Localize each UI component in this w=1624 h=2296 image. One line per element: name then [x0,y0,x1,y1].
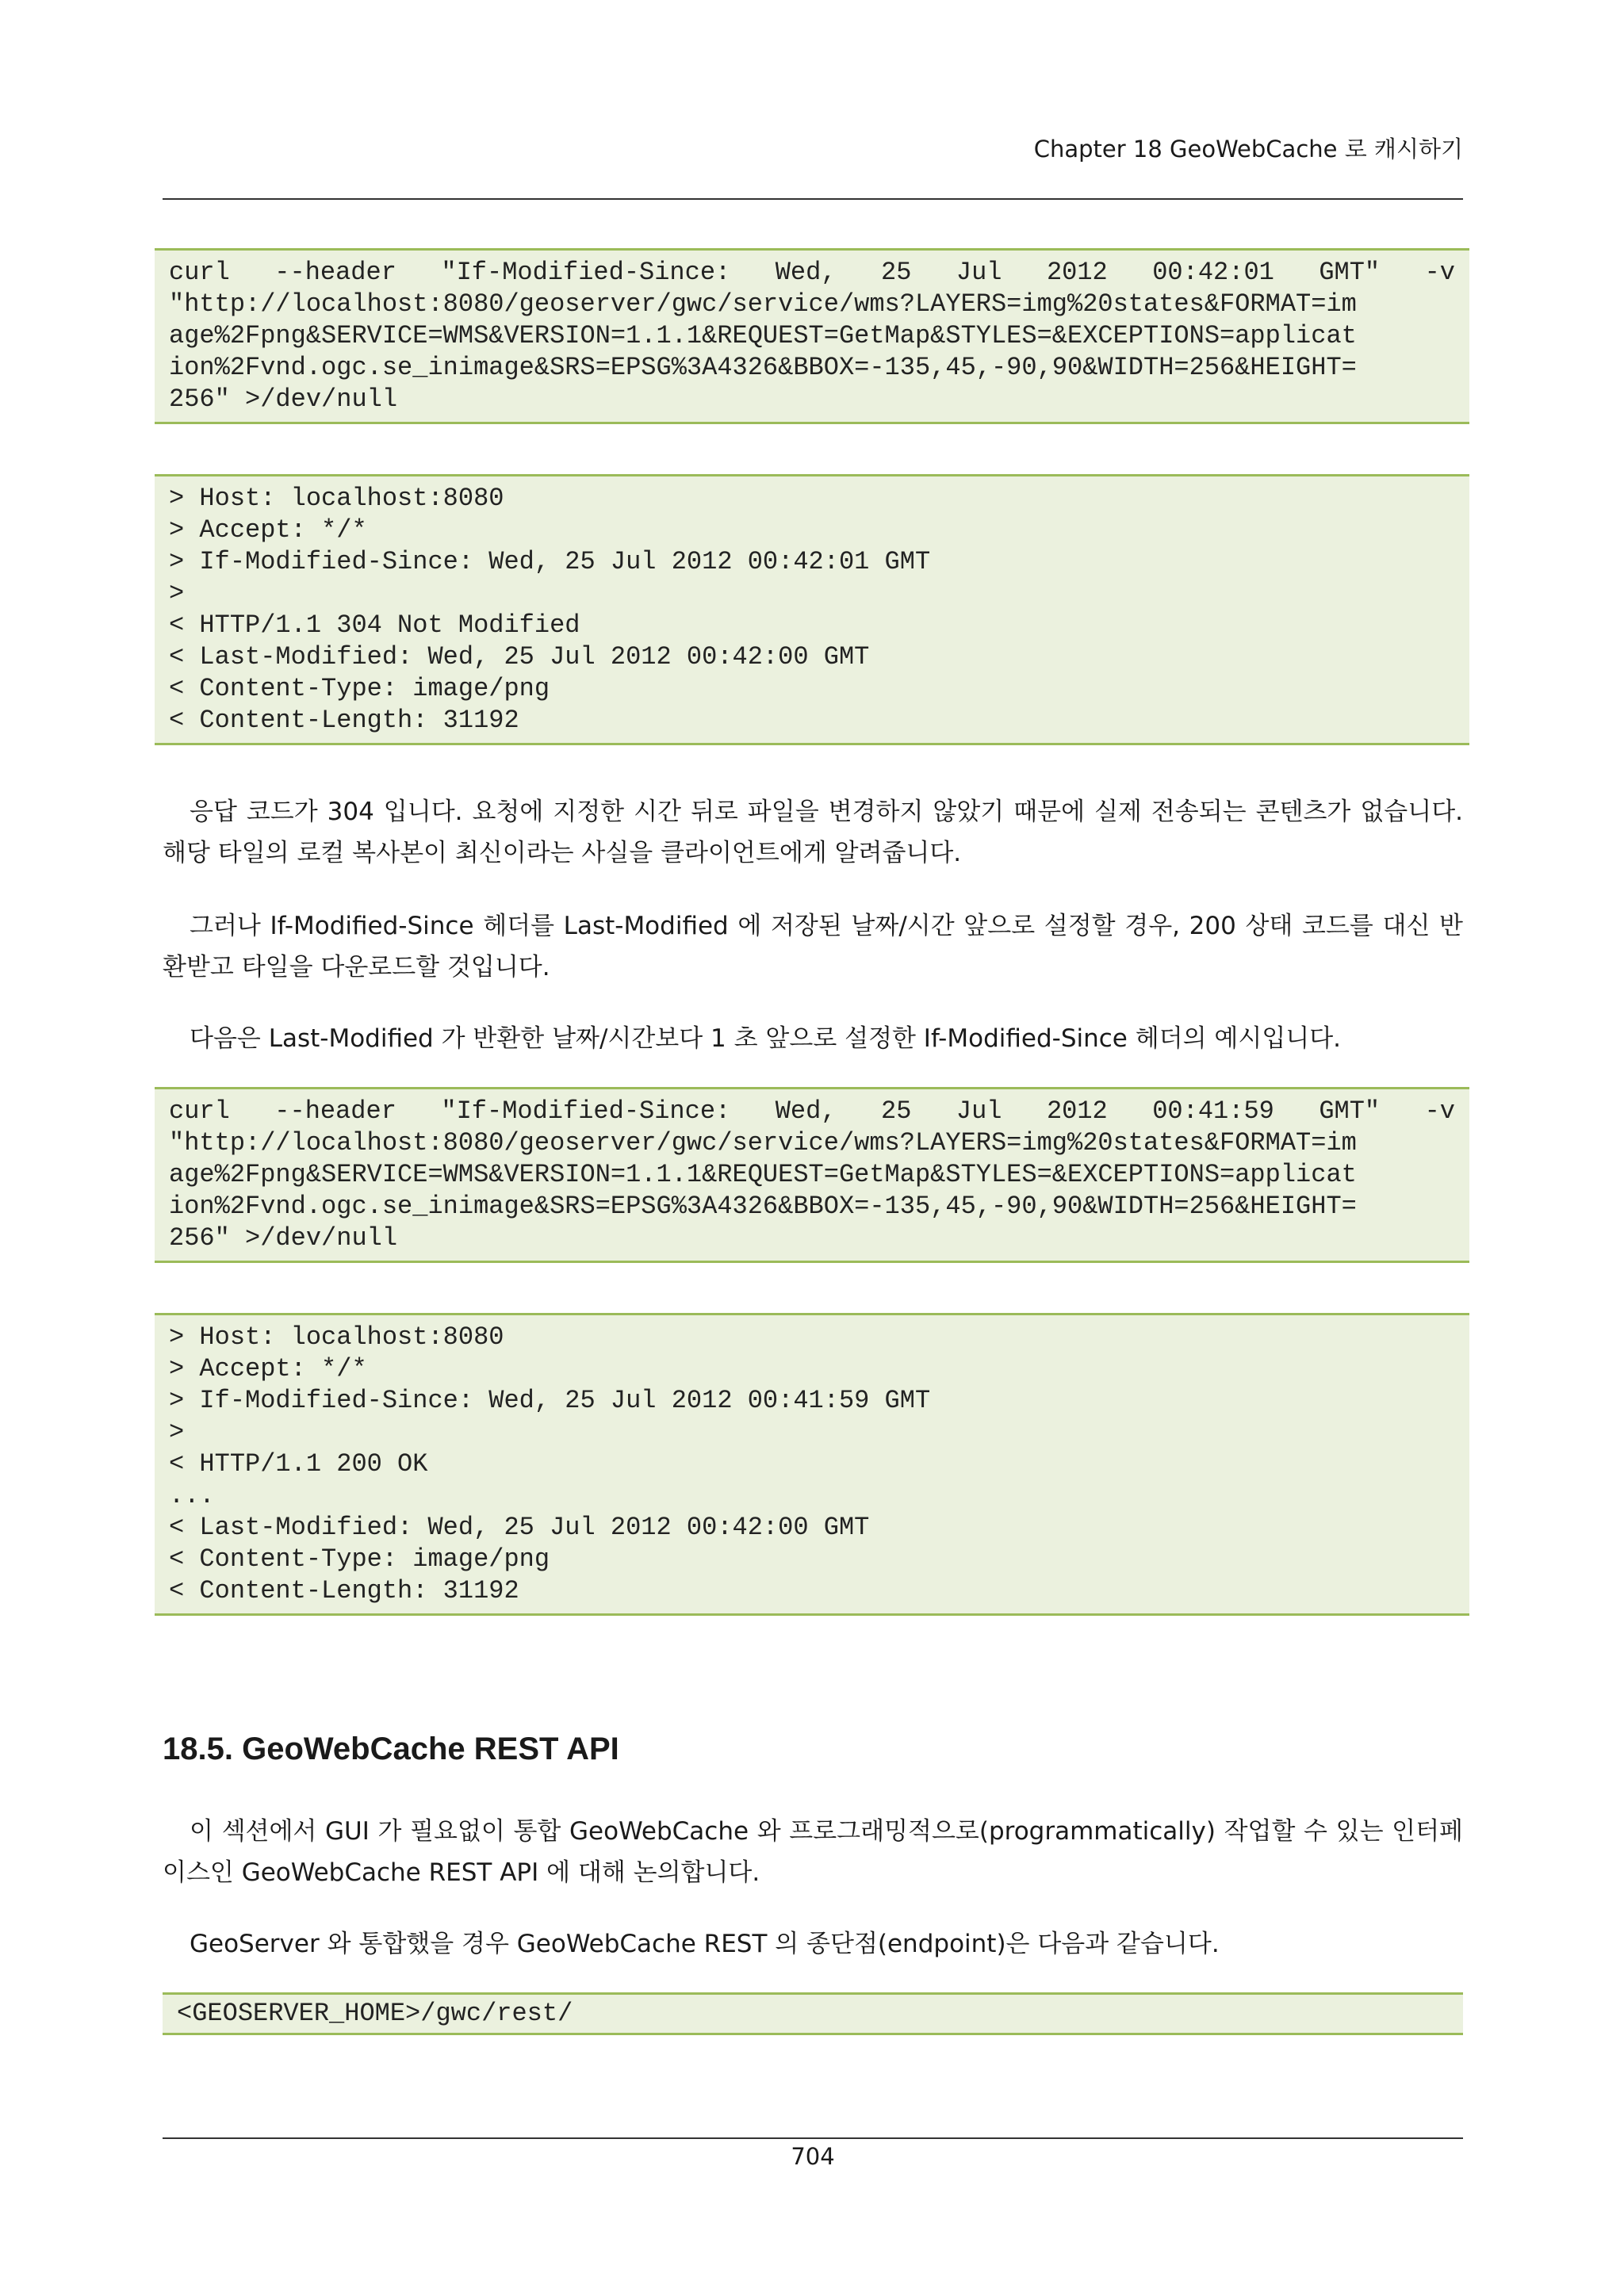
code-line: "http://localhost:8080/geoserver/gwc/service/wms?LAYERS=img%20states&FORMAT=im [169,289,1357,319]
code-line: ion%2Fvnd.ogc.se_inimage&SRS=EPSG%3A4326&BBOX=-135,45,-90,90&WIDTH=256&HEIGHT= [169,1192,1357,1221]
section-heading: 18.5. GeoWebCache REST API [163,1732,619,1766]
code-line: > Host: localhost:8080 [169,484,504,513]
code-line: "http://localhost:8080/geoserver/gwc/service/wms?LAYERS=img%20states&FORMAT=im [169,1128,1357,1158]
paragraph-rest-api-intro: 이 섹션에서 GUI 가 필요없이 통합 GeoWebCache 와 프로그래밍적으로(programmatically) 작업할 수 있는 인터페이스인 GeoWebCache REST API 에 대해 논의합니다. [163,1817,1463,1887]
code-line: 256" >/dev/null [169,1223,398,1253]
code-line: < Last-Modified: Wed, 25 Jul 2012 00:42:00 GMT [169,642,870,672]
code-line: 256" >/dev/null [169,385,398,414]
code-line: > Accept: */* [169,515,367,545]
paragraph-304-explanation: 응답 코드가 304 입니다. 요청에 지정한 시간 뒤로 파일을 변경하지 않았기 때문에 실제 전송되는 콘텐츠가 없습니다. 해당 타일의 로컬 복사본이 최신이라는 사실을 클라이언트에게 알려줍니다. [163,798,1463,867]
code-line: ... [169,1481,215,1510]
code-line: curl --header "If-Modified-Since: Wed, 25 Jul 2012 00:41:59 GMT" -v [169,1096,1455,1126]
code-line: > Host: localhost:8080 [169,1322,504,1352]
code-line: > If-Modified-Since: Wed, 25 Jul 2012 00:42:01 GMT [169,547,931,576]
code-block-endpoint [163,1992,1463,2035]
code-line: < Content-Length: 31192 [169,1576,519,1605]
footer-rule [163,2137,1463,2139]
header-rule [163,198,1463,200]
code-block-response-200 [155,1313,1469,1616]
code-line: < Content-Type: image/png [169,674,550,703]
code-line: < Content-Type: image/png [169,1544,550,1574]
paragraph-200-explanation: 그러나 If-Modified-Since 헤더를 Last-Modified 에 저장된 날짜/시간 앞으로 설정할 경우, 200 상태 코드를 대신 반환받고 타일을 다운로드할 것입니다. [163,912,1463,982]
code-line: > Accept: */* [169,1354,367,1383]
code-block-curl-request-304 [155,248,1469,424]
code-line: age%2Fpng&SERVICE=WMS&VERSION=1.1.1&REQUEST=GetMap&STYLES=&EXCEPTIONS=applicat [169,321,1357,350]
running-header: Chapter 18 GeoWebCache 로 캐시하기 [1033,136,1463,163]
code-line: < HTTP/1.1 200 OK [169,1449,428,1479]
code-line: age%2Fpng&SERVICE=WMS&VERSION=1.1.1&REQUEST=GetMap&STYLES=&EXCEPTIONS=applicat [169,1160,1357,1189]
code-line: < HTTP/1.1 304 Not Modified [169,610,580,640]
code-line: > [169,579,185,608]
code-line: > If-Modified-Since: Wed, 25 Jul 2012 00:41:59 GMT [169,1386,931,1415]
code-line: <GEOSERVER_HOME>/gwc/rest/ [177,1999,573,2028]
code-block-curl-request-200 [155,1087,1469,1263]
code-line: < Content-Length: 31192 [169,706,519,735]
page-number: 704 [791,2143,835,2170]
paragraph-example-intro: 다음은 Last-Modified 가 반환한 날짜/시간보다 1 초 앞으로 설정한 If-Modified-Since 헤더의 예시입니다. [190,1024,1342,1053]
paragraph-rest-endpoint: GeoServer 와 통합했을 경우 GeoWebCache REST 의 종단점(endpoint)은 다음과 같습니다. [190,1930,1220,1958]
code-line: < Last-Modified: Wed, 25 Jul 2012 00:42:00 GMT [169,1513,870,1542]
code-line: curl --header "If-Modified-Since: Wed, 25 Jul 2012 00:42:01 GMT" -v [169,258,1455,287]
code-block-response-304 [155,474,1469,745]
code-line: > [169,1418,185,1447]
code-line: ion%2Fvnd.ogc.se_inimage&SRS=EPSG%3A4326&BBOX=-135,45,-90,90&WIDTH=256&HEIGHT= [169,353,1357,382]
